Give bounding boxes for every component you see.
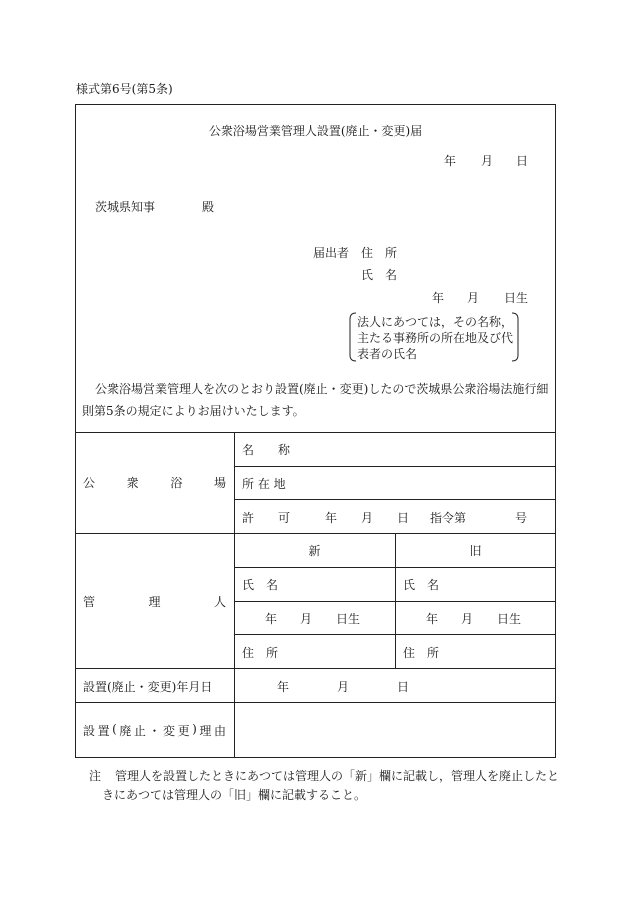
applicant-birth-day: 日生 xyxy=(504,291,529,305)
setup-date-day: 日 xyxy=(397,680,410,694)
date-day: 日 xyxy=(516,154,529,168)
reason-char: 止 xyxy=(133,724,146,738)
manager-old-header: 旧 xyxy=(469,544,482,558)
permit-year: 年 xyxy=(325,511,338,525)
bathhouse-name-char: 名 xyxy=(242,443,255,457)
manager-label xyxy=(83,593,226,610)
manager-old-name-label: 氏 名 xyxy=(403,578,440,592)
permit-label: 許 可 xyxy=(242,511,291,525)
body-text-line-1: 公衆浴場営業管理人を次のとおり設置(廃止・変更)したので茨城県公衆浴場法施行細 xyxy=(95,382,549,396)
reason-char: ( xyxy=(112,722,117,736)
addressee-name: 茨城県知事 xyxy=(95,200,156,214)
bathhouse-label-char: 衆 xyxy=(126,476,139,490)
body-text-line-2: 則第5条の規定によりお届けいたします。 xyxy=(82,404,305,418)
manager-old-birth-year: 年 xyxy=(426,612,439,626)
bathhouse-name-char: 称 xyxy=(278,443,291,457)
setup-date-label: 設置(廃止・変更)年月日 xyxy=(83,680,213,694)
manager-new-birth-day: 日生 xyxy=(336,612,361,626)
bathhouse-label xyxy=(83,474,226,491)
note-line-2: きにあつては管理人の「旧」欄に記載すること。 xyxy=(102,788,367,802)
corp-note-line-2: 主たる事務所の所在地及び代 xyxy=(357,331,514,345)
corp-note-line-3: 表者の氏名 xyxy=(357,347,418,361)
reason-char: 設 xyxy=(83,724,96,738)
bathhouse-name-label xyxy=(242,441,290,458)
manager-new-header: 新 xyxy=(308,544,321,558)
permit-order-label: 指令第 xyxy=(430,511,467,525)
reason-char: 由 xyxy=(213,724,226,738)
manager-old-birth-day: 日生 xyxy=(497,612,522,626)
setup-date-year: 年 xyxy=(277,680,290,694)
permit-day: 日 xyxy=(397,511,410,525)
reason-char: 更 xyxy=(177,724,190,738)
bathhouse-location-label: 所 在 地 xyxy=(242,477,286,491)
manager-new-birth-year: 年 xyxy=(265,612,278,626)
reason-char: ) xyxy=(192,722,197,736)
addressee-honorific: 殿 xyxy=(202,200,215,214)
date-month: 月 xyxy=(481,154,494,168)
manager-label-char: 人 xyxy=(213,595,226,609)
setup-reason-label xyxy=(83,722,226,739)
table-line xyxy=(75,533,556,534)
table-line xyxy=(234,432,235,758)
manager-new-birth-month: 月 xyxy=(300,612,313,626)
reason-char: 廃 xyxy=(119,724,132,738)
applicant-label: 届出者 xyxy=(313,246,350,260)
reason-char: 置 xyxy=(97,724,110,738)
note-line-1: 管理人を設置したときにあつては管理人の「新」欄に記載し，管理人を廃止したと xyxy=(115,769,560,783)
reason-char: 理 xyxy=(199,724,212,738)
table-line xyxy=(75,668,556,669)
corp-note-line-1: 法人にあつては，その名称， xyxy=(357,315,514,329)
date-year: 年 xyxy=(444,154,457,168)
manager-old-address-label: 住 所 xyxy=(403,646,440,660)
bathhouse-label-char: 場 xyxy=(213,476,226,490)
manager-new-name-label: 氏 名 xyxy=(242,578,279,592)
manager-label-char: 理 xyxy=(148,595,161,609)
bathhouse-label-char: 浴 xyxy=(170,476,183,490)
applicant-name-label: 氏 名 xyxy=(361,268,398,282)
manager-label-char: 管 xyxy=(83,595,96,609)
manager-old-birth-month: 月 xyxy=(461,612,474,626)
form-number: 様式第6号(第5条) xyxy=(76,82,173,96)
table-line xyxy=(75,432,556,433)
note-prefix: 注 xyxy=(89,769,102,783)
reason-char: ・ xyxy=(148,724,161,738)
applicant-address-label: 住 所 xyxy=(361,246,398,260)
table-line xyxy=(234,466,556,467)
reason-char: 変 xyxy=(163,724,176,738)
setup-date-month: 月 xyxy=(337,680,350,694)
applicant-birth-month: 月 xyxy=(467,291,480,305)
permit-number-label: 号 xyxy=(515,511,528,525)
applicant-birth-year: 年 xyxy=(432,291,445,305)
table-line xyxy=(234,499,556,500)
bathhouse-label-char: 公 xyxy=(83,476,96,490)
table-line xyxy=(75,702,556,703)
permit-month: 月 xyxy=(361,511,374,525)
manager-new-address-label: 住 所 xyxy=(242,646,279,660)
form-title: 公衆浴場営業管理人設置(廃止・変更)届 xyxy=(208,124,423,138)
